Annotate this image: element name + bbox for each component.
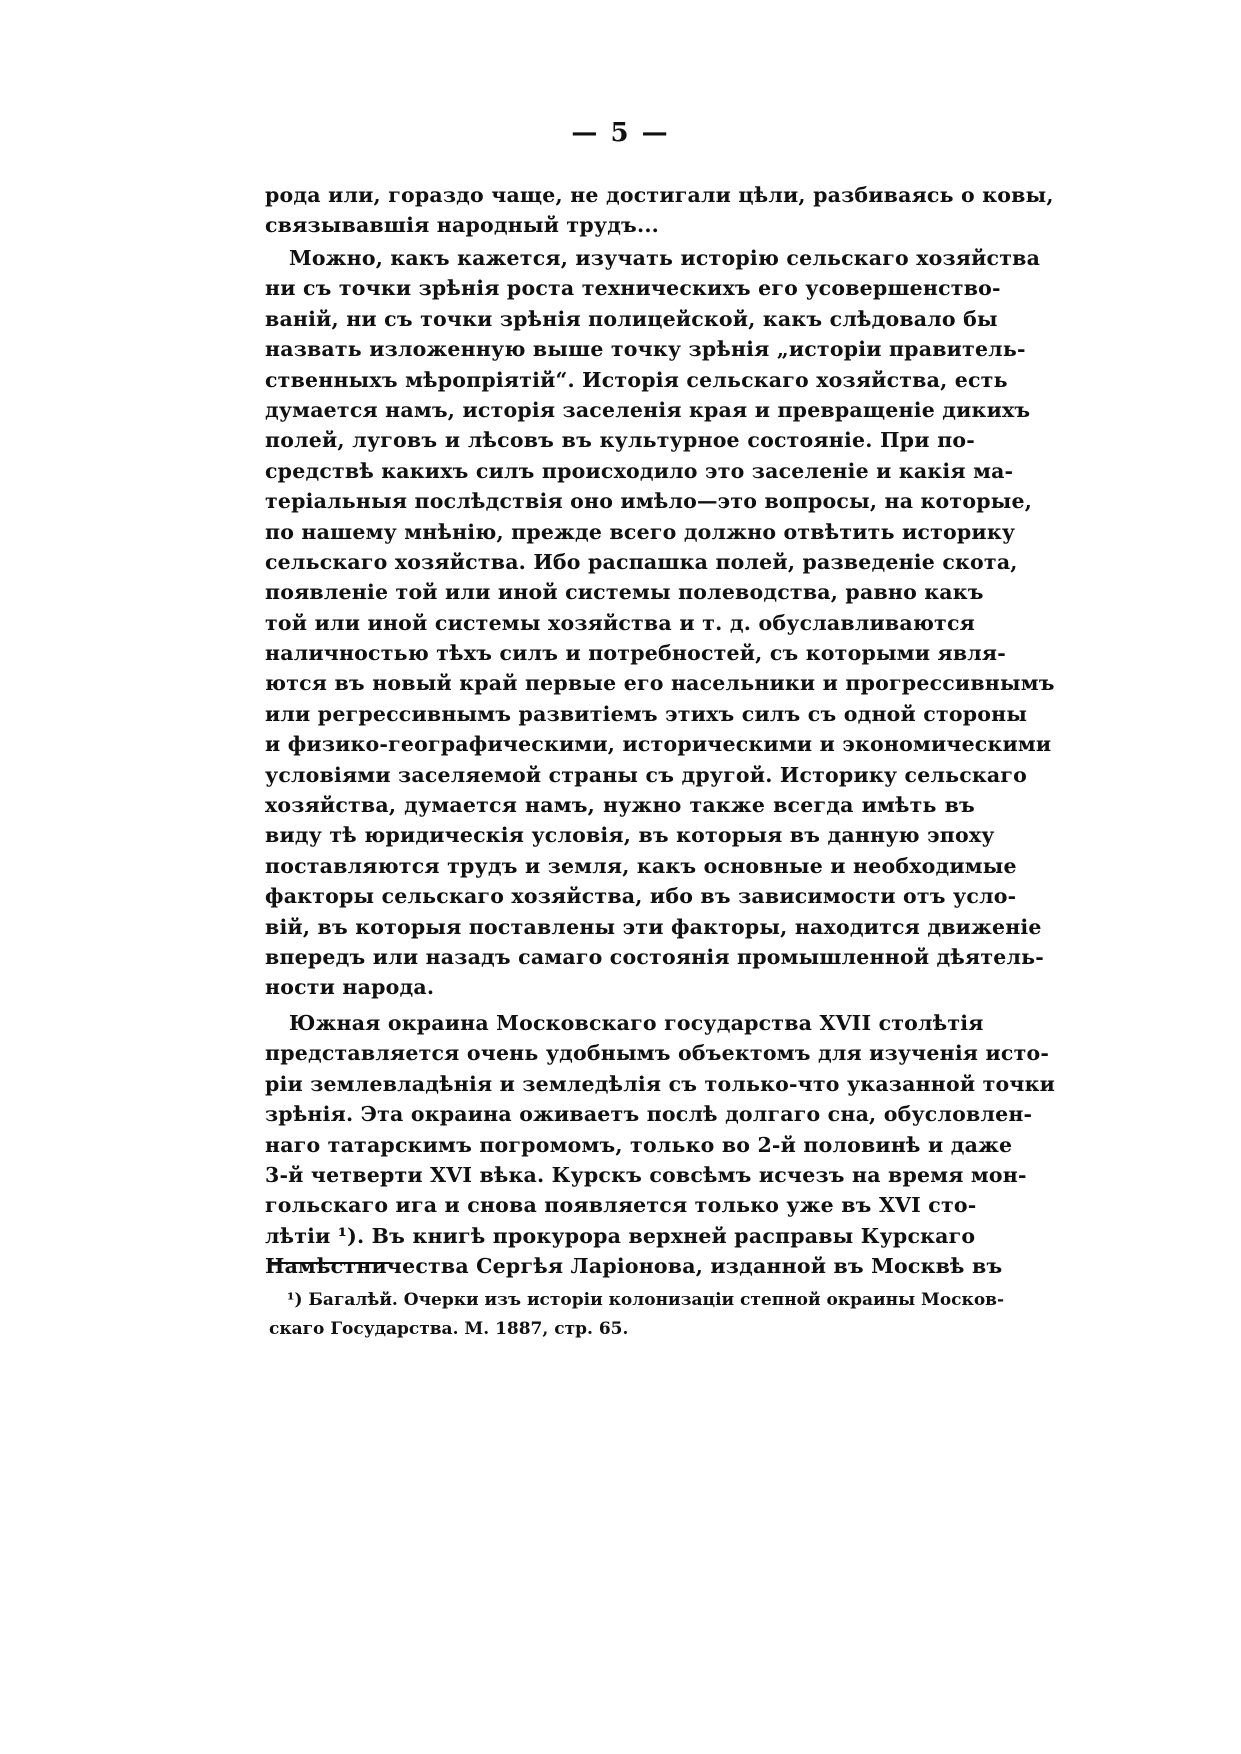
page-number: — 5 —: [571, 118, 670, 148]
footnote-line: скаго Государства. М. 1887, стр. 65.: [269, 1319, 629, 1339]
paragraph-1: [265, 180, 1054, 241]
text-line: факторы сельскаго хозяйства, ибо въ зависимости отъ усло-: [265, 884, 1017, 909]
text-line: той или иной системы хозяйства и т. д. обуславливаются: [265, 610, 975, 635]
text-line: думается намъ, исторія заселенія края и превращеніе дикихъ: [265, 397, 1031, 422]
text-line: назвать изложенную выше точку зрѣнія „исторіи правитель-: [265, 337, 1026, 362]
text-line: теріальныя послѣдствія оно имѣло—это вопросы, на которые,: [265, 489, 1033, 514]
text-line: ваній, ни съ точки зрѣнія полицейской, какъ слѣдовало бы: [265, 306, 998, 331]
paragraph-2: [265, 243, 1055, 1003]
text-line: ни съ точки зрѣнія роста техническихъ его усовершенство-: [265, 276, 1001, 301]
text-line: наго татарскимъ погромомъ, только во 2-й половинѣ и даже: [265, 1132, 1013, 1157]
text-line: Южная окраина Московскаго государства XVII столѣтія: [289, 1011, 984, 1035]
footnote-divider: [268, 1262, 390, 1264]
footnote-1: [269, 1286, 1005, 1344]
text-line: полей, луговъ и лѣсовъ въ культурное состояніе. При по-: [265, 428, 975, 453]
text-line: Можно, какъ кажется, изучать исторію сельскаго хозяйства: [289, 246, 1041, 270]
text-line: появленіе той или иной системы полеводства, равно какъ: [265, 580, 984, 605]
text-line: зрѣнія. Эта окраина оживаетъ послѣ долгаго сна, обусловлен-: [265, 1102, 1033, 1127]
text-line: и физико-географическими, историческими и экономическими: [265, 732, 1052, 757]
text-line: виду тѣ юридическія условія, въ которыя въ данную эпоху: [265, 823, 995, 848]
text-line: наличностью тѣхъ силъ и потребностей, съ которыми явля-: [265, 641, 1006, 666]
text-line: 3-й четверти XVI вѣка. Курскъ совсѣмъ исчезъ на время мон-: [265, 1162, 1027, 1187]
text-line: по нашему мнѣнію, прежде всего должно отвѣтить историку: [265, 519, 1016, 544]
text-line: представляется очень удобнымъ объектомъ для изученія исто-: [265, 1041, 1050, 1066]
text-line: или регрессивнымъ развитіемъ этихъ силъ съ одной стороны: [265, 701, 1028, 726]
text-line: гольскаго ига и снова появляется только уже въ XVI сто-: [265, 1193, 977, 1218]
text-line: поставляются трудъ и земля, какъ основные и необходимые: [265, 853, 1017, 878]
text-line: хозяйства, думается намъ, нужно также всегда имѣть въ: [265, 793, 975, 818]
paragraph-3: [265, 1008, 1055, 1282]
text-line: Намѣстничества Сергѣя Ларіонова, изданной въ Москвѣ въ: [265, 1254, 1003, 1279]
text-line: связывавшія народный трудъ...: [265, 213, 659, 238]
text-line: ріи землевладѣнія и земледѣлія съ только-что указанной точки: [265, 1071, 1055, 1096]
text-line: средствѣ какихъ силъ происходило это заселеніе и какія ма-: [265, 458, 1014, 483]
text-line: впередъ или назадъ самаго состоянія промышленной дѣятель-: [265, 944, 1044, 969]
text-line: ются въ новый край первые его насельники и прогрессивнымъ: [265, 671, 1055, 696]
text-line: рода или, гораздо чаще, не достигали цѣли, разбиваясь о ковы,: [265, 183, 1054, 207]
text-line: лѣтіи ¹). Въ книгѣ прокурора верхней расправы Курскаго: [265, 1223, 976, 1248]
text-line: сельскаго хозяйства. Ибо распашка полей, разведеніе скота,: [265, 549, 1018, 574]
text-line: условіями заселяемой страны съ другой. Историку сельскаго: [265, 762, 1028, 787]
text-line: вій, въ которыя поставлены эти факторы, находится движеніе: [265, 914, 1042, 939]
text-line: ности народа.: [265, 975, 435, 1000]
text-line: ственныхъ мѣропріятій“. Исторія сельскаго хозяйства, есть: [265, 367, 1008, 392]
footnote-line: ¹) Багалѣй. Очерки изъ исторіи колонизаціи степной окраины Москов-: [287, 1290, 1005, 1310]
